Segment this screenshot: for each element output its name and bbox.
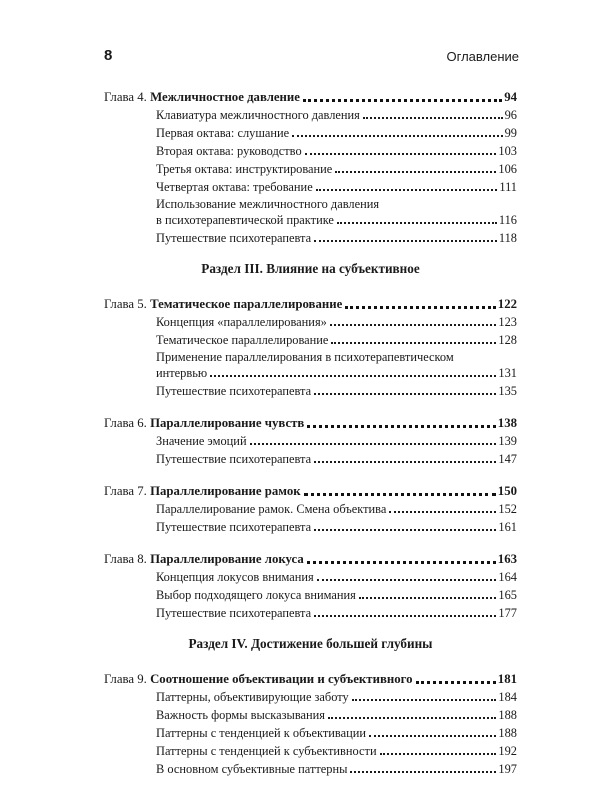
leader-dots <box>305 153 497 155</box>
leader-dots <box>304 493 496 496</box>
toc-entry[interactable] <box>104 178 517 196</box>
page-ref: 152 <box>498 502 517 516</box>
page-ref: 164 <box>498 570 517 584</box>
chapter-6 <box>104 414 517 468</box>
toc-entry[interactable] <box>104 760 517 778</box>
leader-dots <box>369 735 496 737</box>
chapter-title: Параллелирование рамок <box>150 484 301 498</box>
toc-entry-multiline[interactable] <box>104 349 517 382</box>
chapter-8 <box>104 550 517 622</box>
chapter-title: Соотношение объективации и субъективного <box>150 672 413 686</box>
leader-dots <box>416 681 496 684</box>
toc-entry[interactable] <box>104 106 517 124</box>
leader-dots <box>380 753 497 755</box>
leader-dots <box>307 425 495 428</box>
entry-title: Вторая октава: руководство <box>156 144 302 158</box>
leader-dots <box>331 342 496 344</box>
leader-dots <box>314 615 496 617</box>
toc-entry[interactable] <box>104 586 517 604</box>
page-ref: 103 <box>498 144 517 158</box>
entry-title: Клавиатура межличностного давления <box>156 108 360 122</box>
toc-entry[interactable] <box>104 331 517 349</box>
entry-title-line2: в психотерапевтической практике <box>156 213 334 227</box>
chapter-7 <box>104 482 517 536</box>
page-ref: 192 <box>498 744 517 758</box>
entry-title-line1: Использование межличностного давления <box>156 197 380 211</box>
toc-entry[interactable] <box>104 604 517 622</box>
chapter-5 <box>104 295 517 400</box>
leader-dots <box>389 511 496 513</box>
page-ref: 163 <box>497 552 517 566</box>
chapter-label: Глава 4. <box>104 90 147 104</box>
chapter-label: Глава 8. <box>104 552 147 566</box>
entry-title: Тематическое параллелирование <box>156 333 329 347</box>
page-ref: 150 <box>497 484 517 498</box>
entry-title: Паттерны с тенденцией к субъективности <box>156 744 377 758</box>
leader-dots <box>316 189 498 191</box>
toc-entry[interactable] <box>104 500 517 518</box>
page-ref: 161 <box>498 520 517 534</box>
page-ref: 188 <box>498 708 517 722</box>
chapter-heading[interactable] <box>104 88 517 106</box>
page-ref: 94 <box>504 90 517 104</box>
chapter-title: Параллелирование чувств <box>150 416 305 430</box>
entry-title: Паттерны, объективирующие заботу <box>156 690 349 704</box>
page-ref: 184 <box>498 690 517 704</box>
leader-dots <box>250 443 497 445</box>
page-ref: 116 <box>498 213 517 227</box>
leader-dots <box>307 561 496 564</box>
leader-dots <box>317 579 497 581</box>
table-of-contents <box>104 88 517 792</box>
page-ref: 181 <box>497 672 517 686</box>
page-ref: 106 <box>498 162 517 176</box>
toc-entry[interactable] <box>104 160 517 178</box>
entry-title: Путешествие психотерапевта <box>156 384 312 398</box>
entry-title: Концепция локусов внимания <box>156 570 314 584</box>
leader-dots <box>359 597 497 599</box>
entry-title: Параллелирование рамок. Смена объектива <box>156 502 387 516</box>
page-ref: 123 <box>498 315 517 329</box>
entry-title: В основном субъективные паттерны <box>156 762 348 776</box>
chapter-title: Межличностное давление <box>150 90 300 104</box>
leader-dots <box>292 135 502 137</box>
toc-entry[interactable] <box>104 518 517 536</box>
page-ref: 96 <box>504 108 517 122</box>
page-ref: 99 <box>504 126 517 140</box>
toc-entry[interactable] <box>104 432 517 450</box>
page-ref: 135 <box>498 384 517 398</box>
leader-dots <box>335 171 496 173</box>
chapter-heading[interactable] <box>104 414 517 432</box>
page-number: 8 <box>104 47 113 64</box>
page-ref: 128 <box>498 333 517 347</box>
toc-entry[interactable] <box>104 382 517 400</box>
entry-title: Важность формы высказывания <box>156 708 325 722</box>
chapter-heading[interactable] <box>104 482 517 500</box>
page-ref: 122 <box>497 297 517 311</box>
toc-entry[interactable] <box>104 688 517 706</box>
leader-dots <box>303 99 502 102</box>
toc-entry[interactable] <box>104 313 517 331</box>
chapter-heading[interactable] <box>104 670 517 688</box>
entry-title: Путешествие психотерапевта <box>156 452 312 466</box>
entry-title: Значение эмоций <box>156 434 247 448</box>
entry-title: Третья октава: инструктирование <box>156 162 333 176</box>
page-ref: 111 <box>499 180 517 194</box>
page-ref: 165 <box>498 588 517 602</box>
leader-dots <box>314 461 496 463</box>
leader-dots <box>350 771 496 773</box>
page-ref: 177 <box>498 606 517 620</box>
leader-dots <box>352 699 497 701</box>
page-ref: 197 <box>498 762 517 776</box>
toc-entry-multiline[interactable] <box>104 196 517 229</box>
leader-dots <box>337 222 497 224</box>
toc-entry[interactable] <box>104 568 517 586</box>
toc-entry[interactable] <box>104 706 517 724</box>
toc-entry[interactable] <box>104 124 517 142</box>
page-ref: 139 <box>498 434 517 448</box>
entry-title: Путешествие психотерапевта <box>156 606 312 620</box>
section-heading: Раздел III. Влияние на субъективное <box>201 261 420 276</box>
page-ref: 118 <box>498 231 517 245</box>
page-ref: 147 <box>498 452 517 466</box>
page-ref: 188 <box>498 726 517 740</box>
entry-title-line1: Применение параллелирования в психотерапевтическом <box>156 350 454 364</box>
entry-title: Путешествие психотерапевта <box>156 231 312 245</box>
entry-title: Путешествие психотерапевта <box>156 520 312 534</box>
toc-entry[interactable] <box>104 450 517 468</box>
entry-title: Четвертая октава: требование <box>156 180 313 194</box>
chapter-label: Глава 9. <box>104 672 147 686</box>
leader-dots <box>314 393 496 395</box>
entry-title: Паттерны с тенденцией к объективации <box>156 726 366 740</box>
entry-title: Первая октава: слушание <box>156 126 290 140</box>
leader-dots <box>345 306 496 309</box>
leader-dots <box>210 375 496 377</box>
page-ref: 138 <box>497 416 517 430</box>
page-ref: 131 <box>498 366 517 380</box>
chapter-title: Параллелирование локуса <box>150 552 304 566</box>
chapter-label: Глава 6. <box>104 416 147 430</box>
chapter-9 <box>104 670 517 778</box>
entry-title-line2: интервью <box>156 366 208 380</box>
toc-entry[interactable] <box>104 724 517 742</box>
chapter-label: Глава 5. <box>104 297 147 311</box>
leader-dots <box>330 324 497 326</box>
entry-title: Выбор подходящего локуса внимания <box>156 588 356 602</box>
toc-entry[interactable] <box>104 742 517 760</box>
section-heading: Раздел IV. Достижение большей глубины <box>188 636 433 651</box>
chapter-title: Тематическое параллелирование <box>150 297 343 311</box>
chapter-heading[interactable] <box>104 550 517 568</box>
leader-dots <box>314 240 497 242</box>
chapter-4 <box>104 88 517 247</box>
running-header-title: Оглавление <box>446 49 519 64</box>
entry-title: Концепция «параллелирования» <box>156 315 327 329</box>
leader-dots <box>314 529 496 531</box>
toc-entry[interactable] <box>104 142 517 160</box>
leader-dots <box>363 117 503 119</box>
toc-entry[interactable] <box>104 229 517 247</box>
leader-dots <box>328 717 496 719</box>
chapter-label: Глава 7. <box>104 484 147 498</box>
chapter-heading[interactable] <box>104 295 517 313</box>
